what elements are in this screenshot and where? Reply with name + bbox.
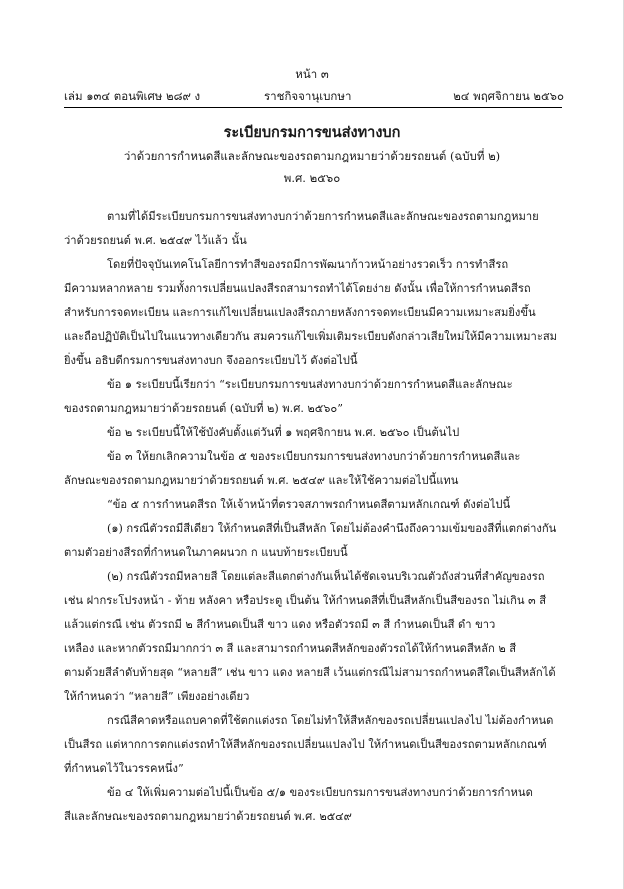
body-line: และถือปฏิบัติเป็นไปในแนวทางเดียวกัน สมควรแก้ไขเพิ่มเติมระเบียบดังกล่าวเสียใหม่ให้มีความเหมาะสม [64, 330, 558, 343]
body-line: ลักษณะของรถตามกฎหมายว่าด้วยรถยนต์ พ.ศ. ๒๕๔๙ และให้ใช้ความต่อไปนี้แทน [64, 474, 459, 487]
body-line: ตามที่ได้มีระเบียบกรมการขนส่งทางบกว่าด้วยการกำหนดสีและลักษณะของรถตามกฎหมาย [107, 210, 539, 223]
body-line: ข้อ ๔ ให้เพิ่มความต่อไปนี้เป็นข้อ ๕/๑ ของระเบียบกรมการขนส่งทางบกว่าด้วยการกำหนด [107, 786, 533, 799]
publication-date: ๒๔ พฤศจิกายน ๒๕๖๐ [453, 89, 564, 103]
body-line: ว่าด้วยรถยนต์ พ.ศ. ๒๕๔๙ ไว้แล้ว นั้น [64, 234, 247, 247]
body-line: ตามตัวอย่างสีรถที่กำหนดในภาคผนวก ก แนบท้ายระเบียบนี้ [64, 546, 348, 559]
regulation-title: ระเบียบกรมการขนส่งทางบก [223, 124, 401, 141]
body-line: เหลือง และหากตัวรถมีมากกว่า ๓ สี และสามารถกำหนดสีหลักของตัวรถได้ให้กำหนดสีหลัก ๒ สี [64, 642, 517, 655]
body-line: กรณีสีคาดหรือแถบคาดที่ใช้ตกแต่งรถ โดยไม่ทำให้สีหลักของรถเปลี่ยนแปลงไป ไม่ต้องกำหนด [107, 714, 554, 727]
body-line: โดยที่ปัจจุบันเทคโนโลยีการทำสีของรถมีการพัฒนาก้าวหน้าอย่างรวดเร็ว การทำสีรถ [107, 258, 509, 271]
body-line: ข้อ ๒ ระเบียบนี้ให้ใช้บังคับตั้งแต่วันที่ ๑ พฤศจิกายน พ.ศ. ๒๕๖๐ เป็นต้นไป [107, 426, 460, 439]
regulation-subtitle: ว่าด้วยการกำหนดสีและลักษณะของรถตามกฎหมายว่าด้วยรถยนต์ (ฉบับที่ ๒) [123, 149, 501, 163]
page-number: หน้า ๓ [295, 67, 329, 81]
body-line: ให้กำหนดว่า “หลายสี” เพียงอย่างเดียว [64, 690, 250, 703]
body-line: ของรถตามกฎหมายว่าด้วยรถยนต์ (ฉบับที่ ๒) พ.ศ. ๒๕๖๐” [64, 402, 343, 415]
body-line: ข้อ ๑ ระเบียบนี้เรียกว่า “ระเบียบกรมการขนส่งทางบกว่าด้วยการกำหนดสีและลักษณะ [107, 378, 513, 391]
body-line: เป็นสีรถ แต่หากการตกแต่งรถทำให้สีหลักของรถเปลี่ยนแปลงไป ให้กำหนดเป็นสีของรถตามหลักเกณฑ์ [64, 738, 547, 751]
body-line: แล้วแต่กรณี เช่น ตัวรถมี ๒ สีกำหนดเป็นสี ขาว แดง หรือตัวรถมี ๓ สี กำหนดเป็นสี ดำ ขาว [64, 618, 496, 631]
body-line: สำหรับการจดทะเบียน และการแก้ไขเปลี่ยนแปลงสีรถภายหลังการจดทะเบียนมีความเหมาะสมยิ่งขึ้น [64, 306, 536, 319]
body-line: (๒) กรณีตัวรถมีหลายสี โดยแต่ละสีแตกต่างกันเห็นได้ชัดเจนบริเวณตัวถังส่วนที่สำคัญของรถ [107, 570, 545, 583]
header-divider [64, 107, 562, 108]
body-line: ข้อ ๓ ให้ยกเลิกความในข้อ ๕ ของระเบียบกรมการขนส่งทางบกว่าด้วยการกำหนดสีและ [107, 450, 521, 463]
gazette-name: ราชกิจจานุเบกษา [264, 89, 352, 103]
body-line: ที่กำหนดไว้ในวรรคหนึ่ง” [64, 762, 184, 775]
body-line: เช่น ฝากระโปรงหน้า - ท้าย หลังคา หรือประตู เป็นต้น ให้กำหนดสีที่เป็นสีหลักเป็นสีของรถ ไม่เกิน ๓ สี [64, 594, 547, 607]
body-line: สีและลักษณะของรถตามกฎหมายว่าด้วยรถยนต์ พ.ศ. ๒๕๔๙ [64, 810, 352, 823]
body-line: (๑) กรณีตัวรถมีสีเดียว ให้กำหนดสีที่เป็นสีหลัก โดยไม่ต้องคำนึงถึงความเข้มของสีที่แตกต่างกัน [107, 522, 557, 535]
body-line: “ข้อ ๕ การกำหนดสีรถ ให้เจ้าหน้าที่ตรวจสภาพรถกำหนดสีตามหลักเกณฑ์ ดังต่อไปนี้ [107, 498, 511, 511]
body-line: ยิ่งขึ้น อธิบดีกรมการขนส่งทางบก จึงออกระเบียบไว้ ดังต่อไปนี้ [64, 354, 358, 367]
body-line: ตามด้วยสีลำดับท้ายสุด “หลายสี” เช่น ขาว แดง หลายสี เว้นแต่กรณีไม่สามารถกำหนดสีใดเป็นสีหลักได้ [64, 666, 556, 679]
regulation-year: พ.ศ. ๒๕๖๐ [283, 171, 341, 185]
body-line: มีความหลากหลาย รวมทั้งการเปลี่ยนแปลงสีรถสามารถทำได้โดยง่าย ดังนั้น เพื่อให้การกำหนดสีรถ [64, 282, 531, 295]
volume-issue: เล่ม ๑๓๔ ตอนพิเศษ ๒๘๙ ง [64, 89, 201, 103]
